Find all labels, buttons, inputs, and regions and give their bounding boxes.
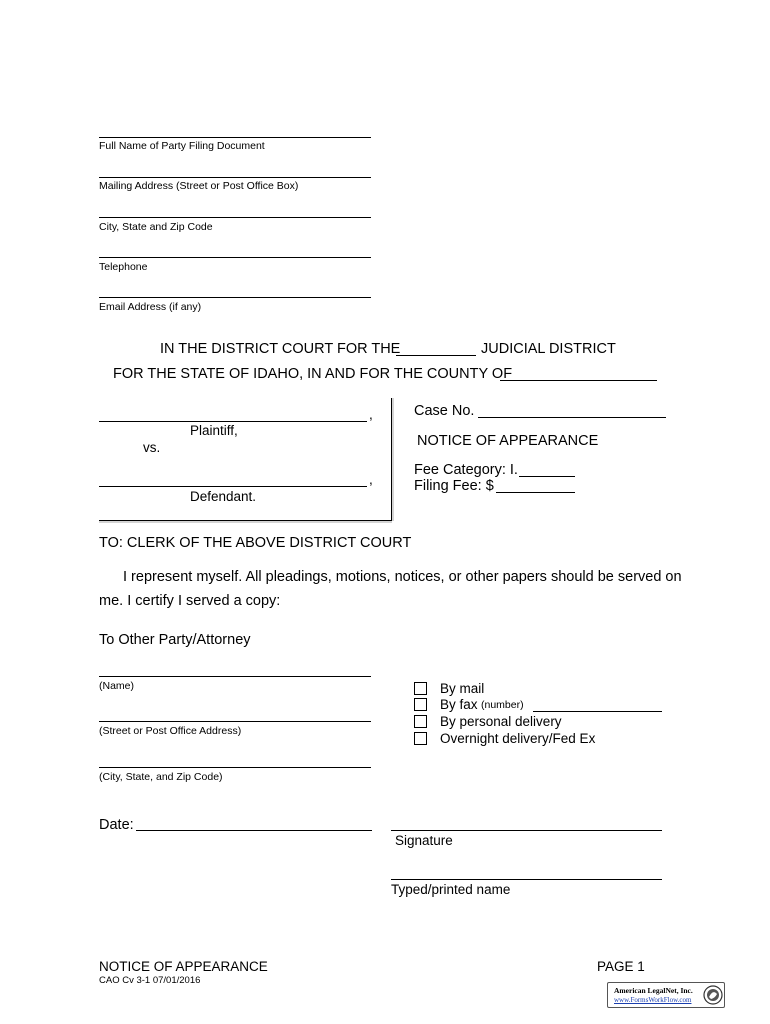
- vendor-logo-icon: [703, 985, 723, 1005]
- caption-box-right-border: [391, 398, 392, 521]
- overnight-delivery-label: Overnight delivery/Fed Ex: [440, 731, 596, 746]
- case-no-label: Case No.: [414, 403, 475, 419]
- service-city-label: (City, State, and Zip Code): [99, 771, 223, 783]
- case-no-blank[interactable]: [478, 417, 666, 418]
- name-label: Full Name of Party Filing Document: [99, 140, 265, 152]
- mailing-address-line[interactable]: [99, 177, 371, 178]
- vs-label: vs.: [143, 440, 161, 455]
- fee-category-blank[interactable]: [519, 476, 575, 477]
- by-fax-checkbox[interactable]: [414, 698, 427, 711]
- email-label: Email Address (if any): [99, 301, 202, 313]
- city-state-zip-label: City, State and Zip Code: [99, 221, 213, 233]
- court-line-1-prefix: IN THE DISTRICT COURT FOR THE: [160, 341, 401, 357]
- caption-box-bottom-border: [99, 520, 392, 521]
- plaintiff-comma: ,: [369, 407, 373, 422]
- personal-delivery-checkbox[interactable]: [414, 715, 427, 728]
- fax-number-note: (number): [481, 699, 524, 711]
- plaintiff-line[interactable]: [99, 421, 367, 422]
- vendor-url[interactable]: www.FormsWorkFlow.com: [614, 996, 692, 1004]
- footer-form-code: CAO Cv 3-1 07/01/2016: [99, 975, 201, 986]
- fee-category-label: Fee Category: I.: [414, 462, 518, 478]
- service-name-label: (Name): [99, 680, 135, 692]
- city-state-zip-line[interactable]: [99, 217, 371, 218]
- filing-fee-blank[interactable]: [496, 492, 575, 493]
- filing-fee-label: Filing Fee: $: [414, 478, 494, 494]
- paragraph-line-1: I represent myself. All pleadings, motions, notices, or other papers should be served on: [123, 569, 682, 585]
- service-name-line[interactable]: [99, 676, 371, 677]
- county-blank[interactable]: [500, 380, 657, 381]
- typed-name-line[interactable]: [391, 879, 662, 880]
- typed-name-label: Typed/printed name: [391, 882, 511, 897]
- date-line[interactable]: [136, 830, 372, 831]
- vendor-name: American LegalNet, Inc.: [614, 986, 693, 995]
- other-party-label: To Other Party/Attorney: [99, 632, 251, 648]
- telephone-line[interactable]: [99, 257, 371, 258]
- vendor-badge[interactable]: [607, 982, 725, 1008]
- service-street-line[interactable]: [99, 721, 371, 722]
- plaintiff-label: Plaintiff,: [190, 423, 238, 438]
- by-fax-label: By fax: [440, 697, 478, 712]
- defendant-comma: ,: [369, 472, 373, 487]
- signature-label: Signature: [395, 833, 453, 848]
- paragraph-line-2: me. I certify I served a copy:: [99, 593, 281, 609]
- defendant-line[interactable]: [99, 486, 367, 487]
- service-street-label: (Street or Post Office Address): [99, 725, 242, 737]
- mailing-address-label: Mailing Address (Street or Post Office Box): [99, 180, 299, 192]
- service-city-line[interactable]: [99, 767, 371, 768]
- court-line-2: FOR THE STATE OF IDAHO, IN AND FOR THE COUNTY OF: [113, 366, 513, 382]
- overnight-delivery-checkbox[interactable]: [414, 732, 427, 745]
- to-clerk-line: TO: CLERK OF THE ABOVE DISTRICT COURT: [99, 535, 412, 551]
- name-line[interactable]: [99, 137, 371, 138]
- by-mail-label: By mail: [440, 681, 485, 696]
- personal-delivery-label: By personal delivery: [440, 714, 562, 729]
- by-mail-checkbox[interactable]: [414, 682, 427, 695]
- telephone-label: Telephone: [99, 261, 148, 273]
- footer-title: NOTICE OF APPEARANCE: [99, 959, 268, 974]
- date-label: Date:: [99, 817, 134, 833]
- signature-line[interactable]: [391, 830, 662, 831]
- court-line-1-suffix: JUDICIAL DISTRICT: [481, 341, 616, 357]
- footer-page-number: PAGE 1: [597, 959, 645, 974]
- fax-number-blank[interactable]: [533, 711, 662, 712]
- document-title: NOTICE OF APPEARANCE: [417, 433, 599, 449]
- judicial-district-blank[interactable]: [396, 355, 476, 356]
- email-line[interactable]: [99, 297, 371, 298]
- defendant-label: Defendant.: [190, 489, 257, 504]
